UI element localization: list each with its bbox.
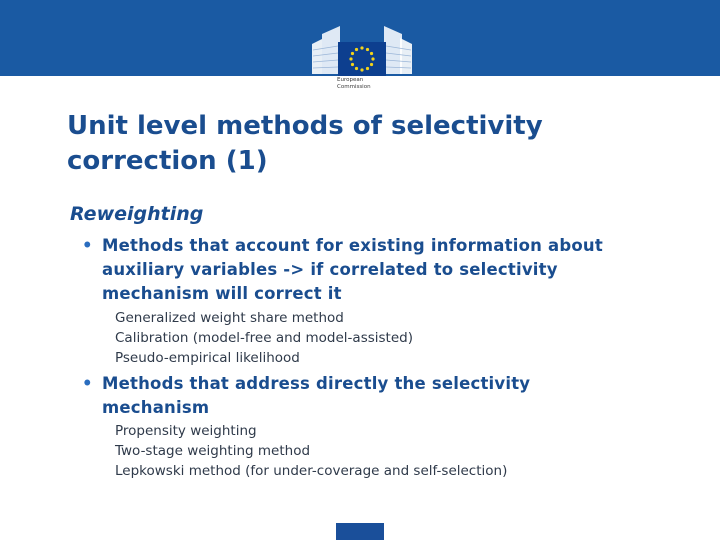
bullet-item <box>82 234 642 306</box>
flag-star-icon <box>349 57 352 60</box>
sub-item: Generalized weight share method <box>115 310 344 326</box>
flag-star-icon <box>351 52 354 55</box>
flag-star-icon <box>371 57 374 60</box>
bullet-text: Methods that account for existing information about auxiliary variables -> if correlated to selectivity mechanism will correct it <box>102 236 603 303</box>
sub-item: Two-stage weighting method <box>115 443 311 459</box>
flag-star-icon <box>366 48 369 51</box>
flag-star-icon <box>351 63 354 66</box>
logo-line-2: Commission <box>337 84 371 90</box>
logo-text <box>337 77 371 91</box>
sub-item: Pseudo-empirical likelihood <box>115 350 300 366</box>
bullet-item <box>82 372 642 420</box>
flag-star-icon <box>370 63 373 66</box>
sub-list <box>115 421 507 481</box>
sub-list <box>115 308 413 368</box>
section-heading: Reweighting <box>70 203 204 225</box>
sub-item: Lepkowski method (for under-coverage and self-selection) <box>115 463 508 479</box>
bullet-dot-icon: • <box>82 236 93 255</box>
slide-title: Unit level methods of selectivity correction (1) <box>67 111 543 176</box>
flag-star-icon <box>360 68 363 71</box>
bullet-text: Methods that address directly the selectivity mechanism <box>102 374 531 417</box>
footer-block <box>336 523 384 540</box>
flag-star-icon <box>355 67 358 70</box>
bullet-dot-icon: • <box>82 374 93 393</box>
logo-line-1: European <box>337 77 364 83</box>
sub-item: Propensity weighting <box>115 423 257 439</box>
flag-star-icon <box>355 48 358 51</box>
flag-star-icon <box>360 46 363 49</box>
sub-item: Calibration (model-free and model-assisted) <box>115 330 413 346</box>
flag-star-icon <box>370 52 373 55</box>
flag-star-icon <box>366 67 369 70</box>
